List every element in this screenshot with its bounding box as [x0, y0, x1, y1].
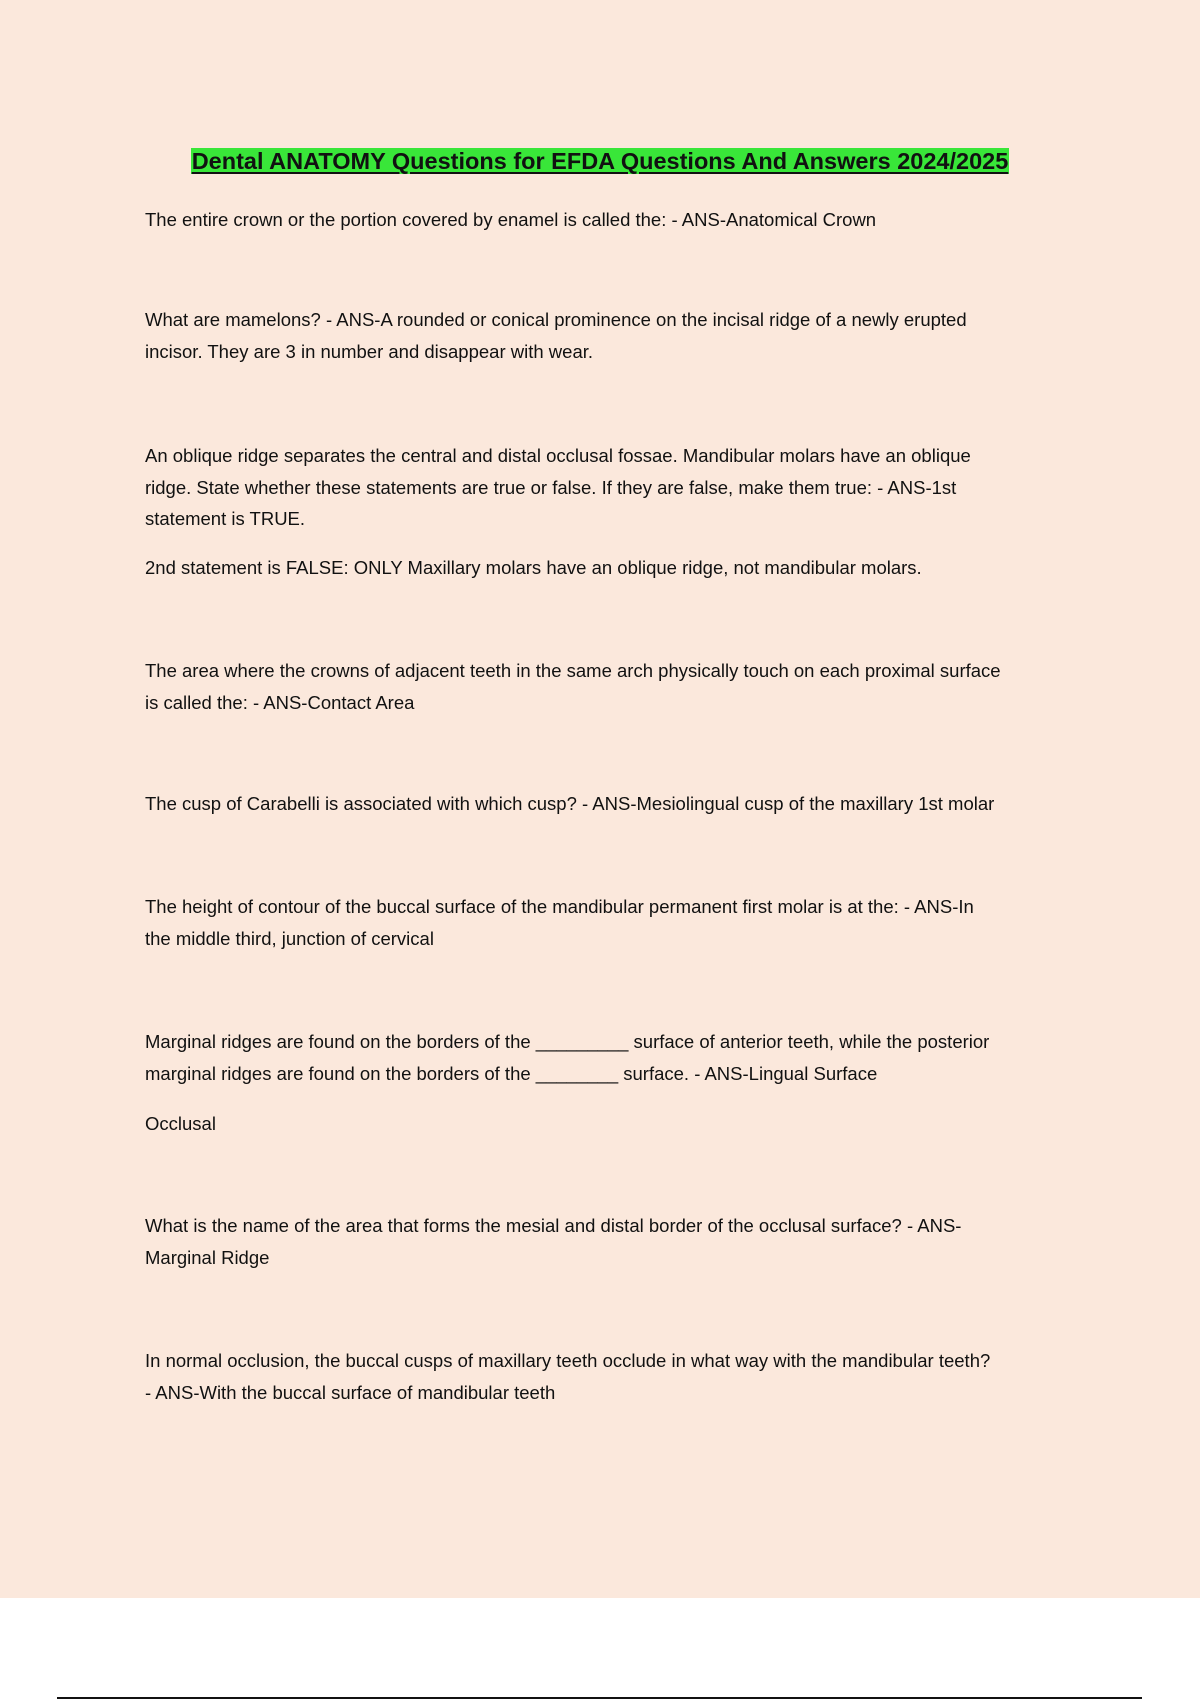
- qa-paragraph-7: The height of contour of the buccal surface of the mandibular permanent first molar is at the: - ANS-In the middle third, junction of cervical: [145, 896, 974, 949]
- qa-paragraph-2: What are mamelons? - ANS-A rounded or conical prominence on the incisal ridge of a newly erupted incisor. They are 3 in number and disappear with wear.: [145, 309, 967, 362]
- qa-paragraph-10: What is the name of the area that forms the mesial and distal border of the occlusal surface? - ANS- Marginal Ridge: [145, 1215, 962, 1268]
- qa-paragraph-3: An oblique ridge separates the central and distal occlusal fossae. Mandibular molars have an oblique ridge. State whether these statements are true or false. If they are false, make them true: - ANS-1st statement is TRUE.: [145, 445, 971, 529]
- qa-paragraph-4: 2nd statement is FALSE: ONLY Maxillary molars have an oblique ridge, not mandibular molars.: [145, 557, 922, 578]
- qa-paragraph-8: Marginal ridges are found on the borders of the _________ surface of anterior teeth, while the posterior marginal ridges are found on the borders of the ________ surface. - ANS-Lingual Surface: [145, 1031, 990, 1084]
- qa-paragraph-6: The cusp of Carabelli is associated with which cusp? - ANS-Mesiolingual cusp of the maxillary 1st molar: [145, 793, 995, 814]
- qa-paragraph-1: The entire crown or the portion covered by enamel is called the: - ANS-Anatomical Crown: [145, 209, 877, 230]
- document-title: [0, 146, 1200, 176]
- footer-divider: [57, 1697, 1142, 1699]
- qa-paragraph-9: Occlusal: [145, 1113, 216, 1134]
- title-highlight: Dental ANATOMY Questions for EFDA Questions And Answers 2024/2025: [191, 148, 1009, 174]
- qa-paragraph-11: In normal occlusion, the buccal cusps of maxillary teeth occlude in what way with the mandibular teeth? - ANS-With the buccal surface of mandibular teeth: [145, 1350, 991, 1403]
- qa-paragraph-5: The area where the crowns of adjacent teeth in the same arch physically touch on each proximal surface is called the: - ANS-Contact Area: [145, 660, 1001, 713]
